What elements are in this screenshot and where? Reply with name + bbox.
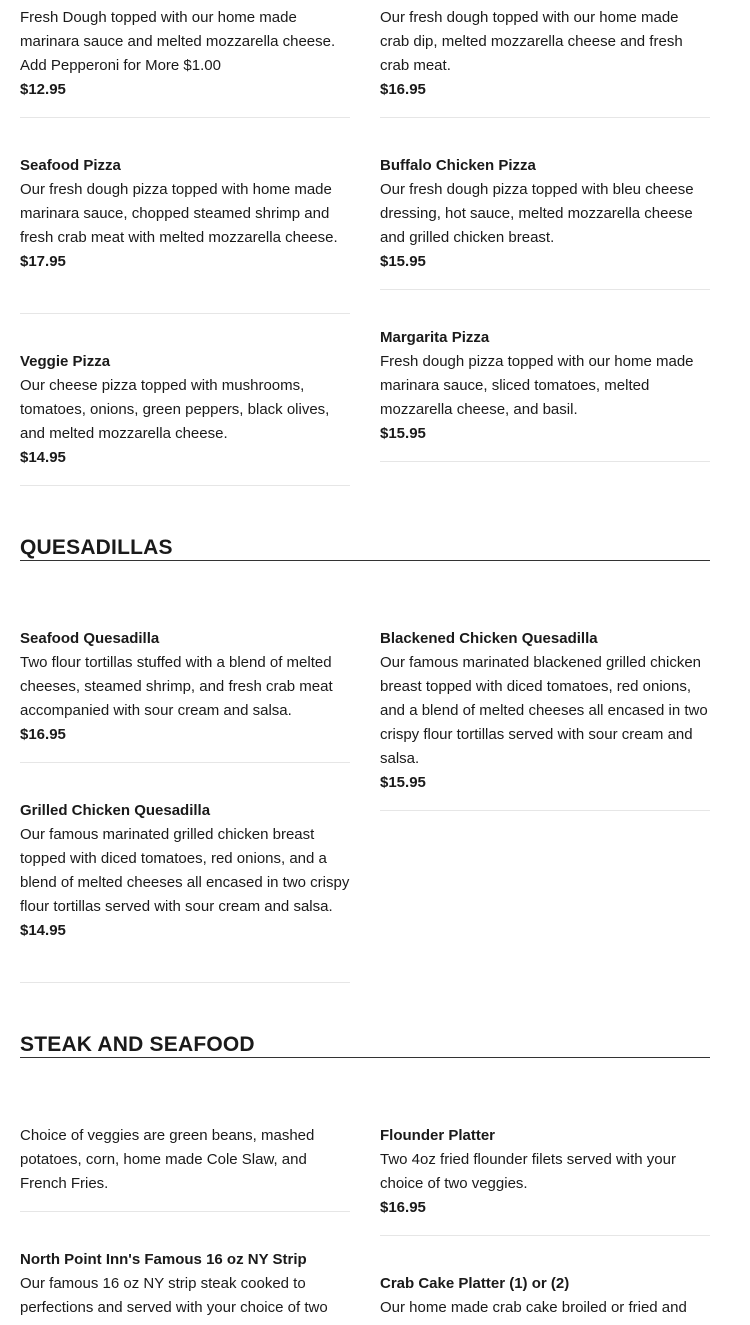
item-name: Veggie Pizza xyxy=(20,353,111,370)
divider xyxy=(380,810,710,811)
item-price: $15.95 xyxy=(380,253,426,270)
menu-item-crab-pizza xyxy=(380,6,710,102)
item-name: Margarita Pizza xyxy=(380,329,490,346)
menu-item-seafood-pizza xyxy=(20,154,350,274)
menu-item-cheese-pizza xyxy=(20,6,350,102)
item-price: $16.95 xyxy=(20,726,66,743)
item-description: Our cheese pizza topped with mushrooms, tomatoes, onions, green peppers, black olives, and melted mozzarella cheese. xyxy=(20,377,330,442)
item-description: Our famous marinated blackened grilled chicken breast topped with diced tomatoes, red onions, and a blend of melted cheeses all encased in two crispy flour tortillas served with sour cream and salsa. xyxy=(380,654,708,767)
divider xyxy=(20,982,350,983)
item-description: Choice of veggies are green beans, mashed potatoes, corn, home made Cole Slaw, and French Fries. xyxy=(20,1127,315,1192)
divider xyxy=(380,461,710,462)
item-description: Two 4oz fried flounder filets served with your choice of two veggies. xyxy=(380,1151,676,1192)
divider xyxy=(20,313,350,314)
item-name: Blackened Chicken Quesadilla xyxy=(380,630,598,647)
menu-item-ny-strip xyxy=(20,1248,350,1320)
item-price: $14.95 xyxy=(20,449,66,466)
item-price: $12.95 xyxy=(20,81,66,98)
divider xyxy=(20,117,350,118)
item-price: $16.95 xyxy=(380,1199,426,1216)
item-description: Our home made crab cake broiled or fried and xyxy=(380,1299,687,1316)
section-title-quesadillas: QUESADILLAS xyxy=(20,536,710,561)
divider xyxy=(380,289,710,290)
menu-item-buffalo-chicken-pizza xyxy=(380,154,710,274)
item-name: Crab Cake Platter (1) or (2) xyxy=(380,1275,570,1292)
item-description: Our fresh dough pizza topped with home made marinara sauce, chopped steamed shrimp and fresh crab meat with melted mozzarella cheese. xyxy=(20,181,338,246)
divider xyxy=(20,762,350,763)
menu-item-crab-cake-platter xyxy=(380,1272,710,1320)
menu-item-margarita-pizza xyxy=(380,326,710,446)
item-description: Our famous marinated grilled chicken breast topped with diced tomatoes, red onions, and a blend of melted cheeses all encased in two crispy flour tortillas served with sour cream and salsa. xyxy=(20,826,350,915)
item-description: Our famous 16 oz NY strip steak cooked to perfections and served with your choice of two xyxy=(20,1275,328,1316)
item-name: Seafood Quesadilla xyxy=(20,630,160,647)
item-description: Two flour tortillas stuffed with a blend of melted cheeses, steamed shrimp, and fresh crab meat accompanied with sour cream and salsa. xyxy=(20,654,333,719)
item-price: $16.95 xyxy=(380,81,426,98)
item-description: Fresh Dough topped with our home made marinara sauce and melted mozzarella cheese. Add Pepperoni for More $1.00 xyxy=(20,9,336,74)
item-price: $17.95 xyxy=(20,253,66,270)
item-price: $15.95 xyxy=(380,774,426,791)
item-name: Buffalo Chicken Pizza xyxy=(380,157,536,174)
menu-item-seafood-quesadilla xyxy=(20,627,350,747)
menu-item-grilled-chicken-quesadilla xyxy=(20,799,350,943)
item-description: Fresh dough pizza topped with our home made marinara sauce, sliced tomatoes, melted mozzarella cheese, and basil. xyxy=(380,353,694,418)
item-description: Our fresh dough pizza topped with bleu cheese dressing, hot sauce, melted mozzarella cheese and grilled chicken breast. xyxy=(380,181,694,246)
menu-item-blackened-chicken-quesadilla xyxy=(380,627,710,795)
menu-item-flounder-platter xyxy=(380,1124,710,1220)
divider xyxy=(20,485,350,486)
item-name: Flounder Platter xyxy=(380,1127,496,1144)
item-name: Grilled Chicken Quesadilla xyxy=(20,802,211,819)
item-name: North Point Inn's Famous 16 oz NY Strip xyxy=(20,1251,307,1268)
divider xyxy=(380,117,710,118)
menu-item-veggie-pizza xyxy=(20,350,350,470)
item-price: $15.95 xyxy=(380,425,426,442)
divider xyxy=(380,1235,710,1236)
divider xyxy=(20,1211,350,1212)
menu-item-veggies-note xyxy=(20,1124,350,1196)
item-description: Our fresh dough topped with our home made crab dip, melted mozzarella cheese and fresh crab meat. xyxy=(380,9,683,74)
section-title-steak-and-seafood: STEAK AND SEAFOOD xyxy=(20,1033,710,1058)
item-price: $14.95 xyxy=(20,922,66,939)
item-name: Seafood Pizza xyxy=(20,157,121,174)
